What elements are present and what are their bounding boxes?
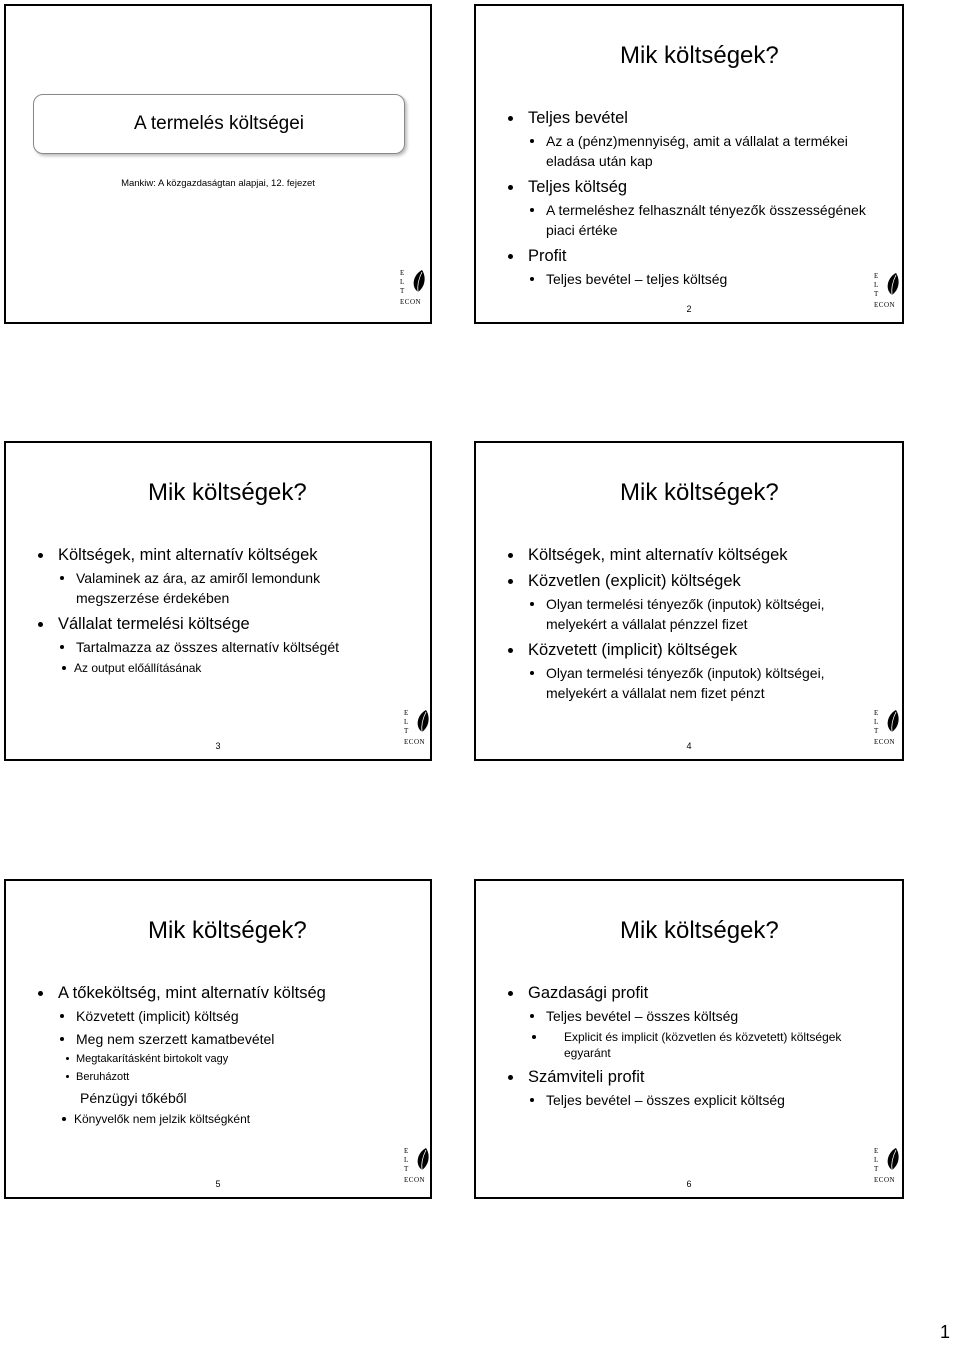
bullet-subitem — [506, 663, 888, 703]
svg-text:T: T — [404, 727, 409, 735]
bullet-subitem: Meg nem szerzett kamatbevétel — [36, 1029, 416, 1049]
svg-text:ECON: ECON — [400, 298, 422, 306]
svg-text:E: E — [400, 269, 405, 277]
slide-body — [506, 977, 888, 1110]
bullet-text: melyekért a vállalat pénzzel fizet — [546, 616, 748, 632]
svg-text:ECON: ECON — [874, 738, 896, 746]
bullet-text: megszerzése érdekében — [76, 590, 230, 606]
svg-text:L: L — [874, 281, 879, 289]
slide-body — [36, 539, 416, 676]
bullet-subitem — [36, 568, 416, 608]
svg-text:L: L — [404, 718, 409, 726]
bullet-item: Vállalat termelési költsége — [36, 614, 416, 634]
bullet-item: Közvetlen (explicit) költségek — [506, 571, 888, 591]
slide-1 — [4, 4, 432, 324]
bullet-subsubitem: Könyvelők nem jelzik költségként — [36, 1111, 416, 1127]
slide-number: 2 — [686, 304, 692, 314]
slide-body — [506, 539, 888, 703]
bullet-subsubitem: Beruházott — [36, 1070, 416, 1085]
slide-title: Mik költségek? — [148, 479, 307, 506]
slide-4 — [474, 441, 904, 761]
bullet-text: Explicit és implicit (közvetlen és közvetett) költségek — [564, 1030, 842, 1044]
bullet-text: egyaránt — [564, 1046, 611, 1060]
bullet-item: A tőkeköltség, mint alternatív költség — [36, 983, 416, 1003]
bullet-item: Közvetett (implicit) költségek — [506, 640, 888, 660]
bullet-item: Profit — [506, 246, 888, 266]
slide-3 — [4, 441, 432, 761]
svg-text:T: T — [874, 727, 879, 735]
bullet-text: melyekért a vállalat nem fizet pénzt — [546, 685, 765, 701]
bullet-text: Az a (pénz)mennyiség, amit a vállalat a termékei — [546, 133, 848, 149]
bullet-subitem: Tartalmazza az összes alternatív költségét — [36, 637, 416, 657]
bullet-text: piaci értéke — [546, 222, 618, 238]
presentation-subtitle: Mankiw: A közgazdaságtan alapjai, 12. fejezet — [121, 178, 315, 189]
slide-number: 3 — [215, 741, 221, 751]
bullet-subsubitem — [506, 1029, 888, 1061]
slide-5 — [4, 879, 432, 1199]
slide-title: Mik költségek? — [148, 917, 307, 944]
svg-text:L: L — [874, 718, 879, 726]
svg-text:E: E — [874, 272, 879, 280]
slide-6 — [474, 879, 904, 1199]
slide-number: 6 — [686, 1179, 692, 1189]
svg-text:T: T — [874, 290, 879, 298]
bullet-subitem: Teljes bevétel – összes explicit költség — [506, 1090, 888, 1110]
bullet-text: Olyan termelési tényezők (inputok) költségei, — [546, 596, 825, 612]
svg-text:ECON: ECON — [874, 301, 896, 309]
svg-text:L: L — [874, 1156, 879, 1164]
slide-body — [36, 977, 416, 1127]
bullet-item: Gazdasági profit — [506, 983, 888, 1003]
svg-text:L: L — [400, 278, 405, 286]
bullet-text: Olyan termelési tényezők (inputok) költségei, — [546, 665, 825, 681]
svg-text:ECON: ECON — [404, 738, 426, 746]
bullet-subitem — [506, 594, 888, 634]
svg-text:E: E — [874, 709, 879, 717]
slide-title: Mik költségek? — [620, 42, 779, 69]
slide-title: Mik költségek? — [620, 917, 779, 944]
svg-text:ECON: ECON — [404, 1176, 426, 1184]
bullet-subsubitem: Az output előállításának — [36, 660, 416, 676]
svg-text:T: T — [404, 1165, 409, 1173]
slide-number: 5 — [215, 1179, 221, 1189]
presentation-title: A termelés költségei — [133, 113, 305, 134]
bullet-subitem: Teljes bevétel – teljes költség — [506, 269, 888, 289]
bullet-item: Költségek, mint alternatív költségek — [506, 545, 888, 565]
bullet-item: Teljes költség — [506, 177, 888, 197]
bullet-text: A termeléshez felhasznált tényezők összességének — [546, 202, 866, 218]
bullet-subitem: Közvetett (implicit) költség — [36, 1006, 416, 1026]
svg-text:T: T — [400, 287, 405, 295]
svg-text:E: E — [404, 1147, 409, 1155]
svg-text:ECON: ECON — [874, 1176, 896, 1184]
bullet-text: Valaminek az ára, az amiről lemondunk — [76, 570, 321, 586]
bullet-item: Költségek, mint alternatív költségek — [36, 545, 416, 565]
title-box — [33, 94, 405, 154]
slide-body — [506, 102, 888, 289]
bullet-item: Teljes bevétel — [506, 108, 888, 128]
svg-text:L: L — [404, 1156, 409, 1164]
slide-number: 4 — [686, 741, 692, 751]
bullet-continuation: Pénzügyi tőkéből — [80, 1090, 187, 1106]
bullet-subitem — [506, 200, 888, 240]
slide-2 — [474, 4, 904, 324]
svg-text:E: E — [874, 1147, 879, 1155]
svg-text:E: E — [404, 709, 409, 717]
bullet-text: eladása után kap — [546, 153, 653, 169]
bullet-subsubitem: Megtakarításként birtokolt vagy — [36, 1052, 416, 1067]
elte-econ-logo — [400, 268, 430, 306]
bullet-subitem: Teljes bevétel – összes költség — [506, 1006, 888, 1026]
svg-text:T: T — [874, 1165, 879, 1173]
bullet-item: Számviteli profit — [506, 1067, 888, 1087]
document-page-number: 1 — [939, 1322, 950, 1342]
slide-title: Mik költségek? — [620, 479, 779, 506]
bullet-subitem — [506, 131, 888, 171]
